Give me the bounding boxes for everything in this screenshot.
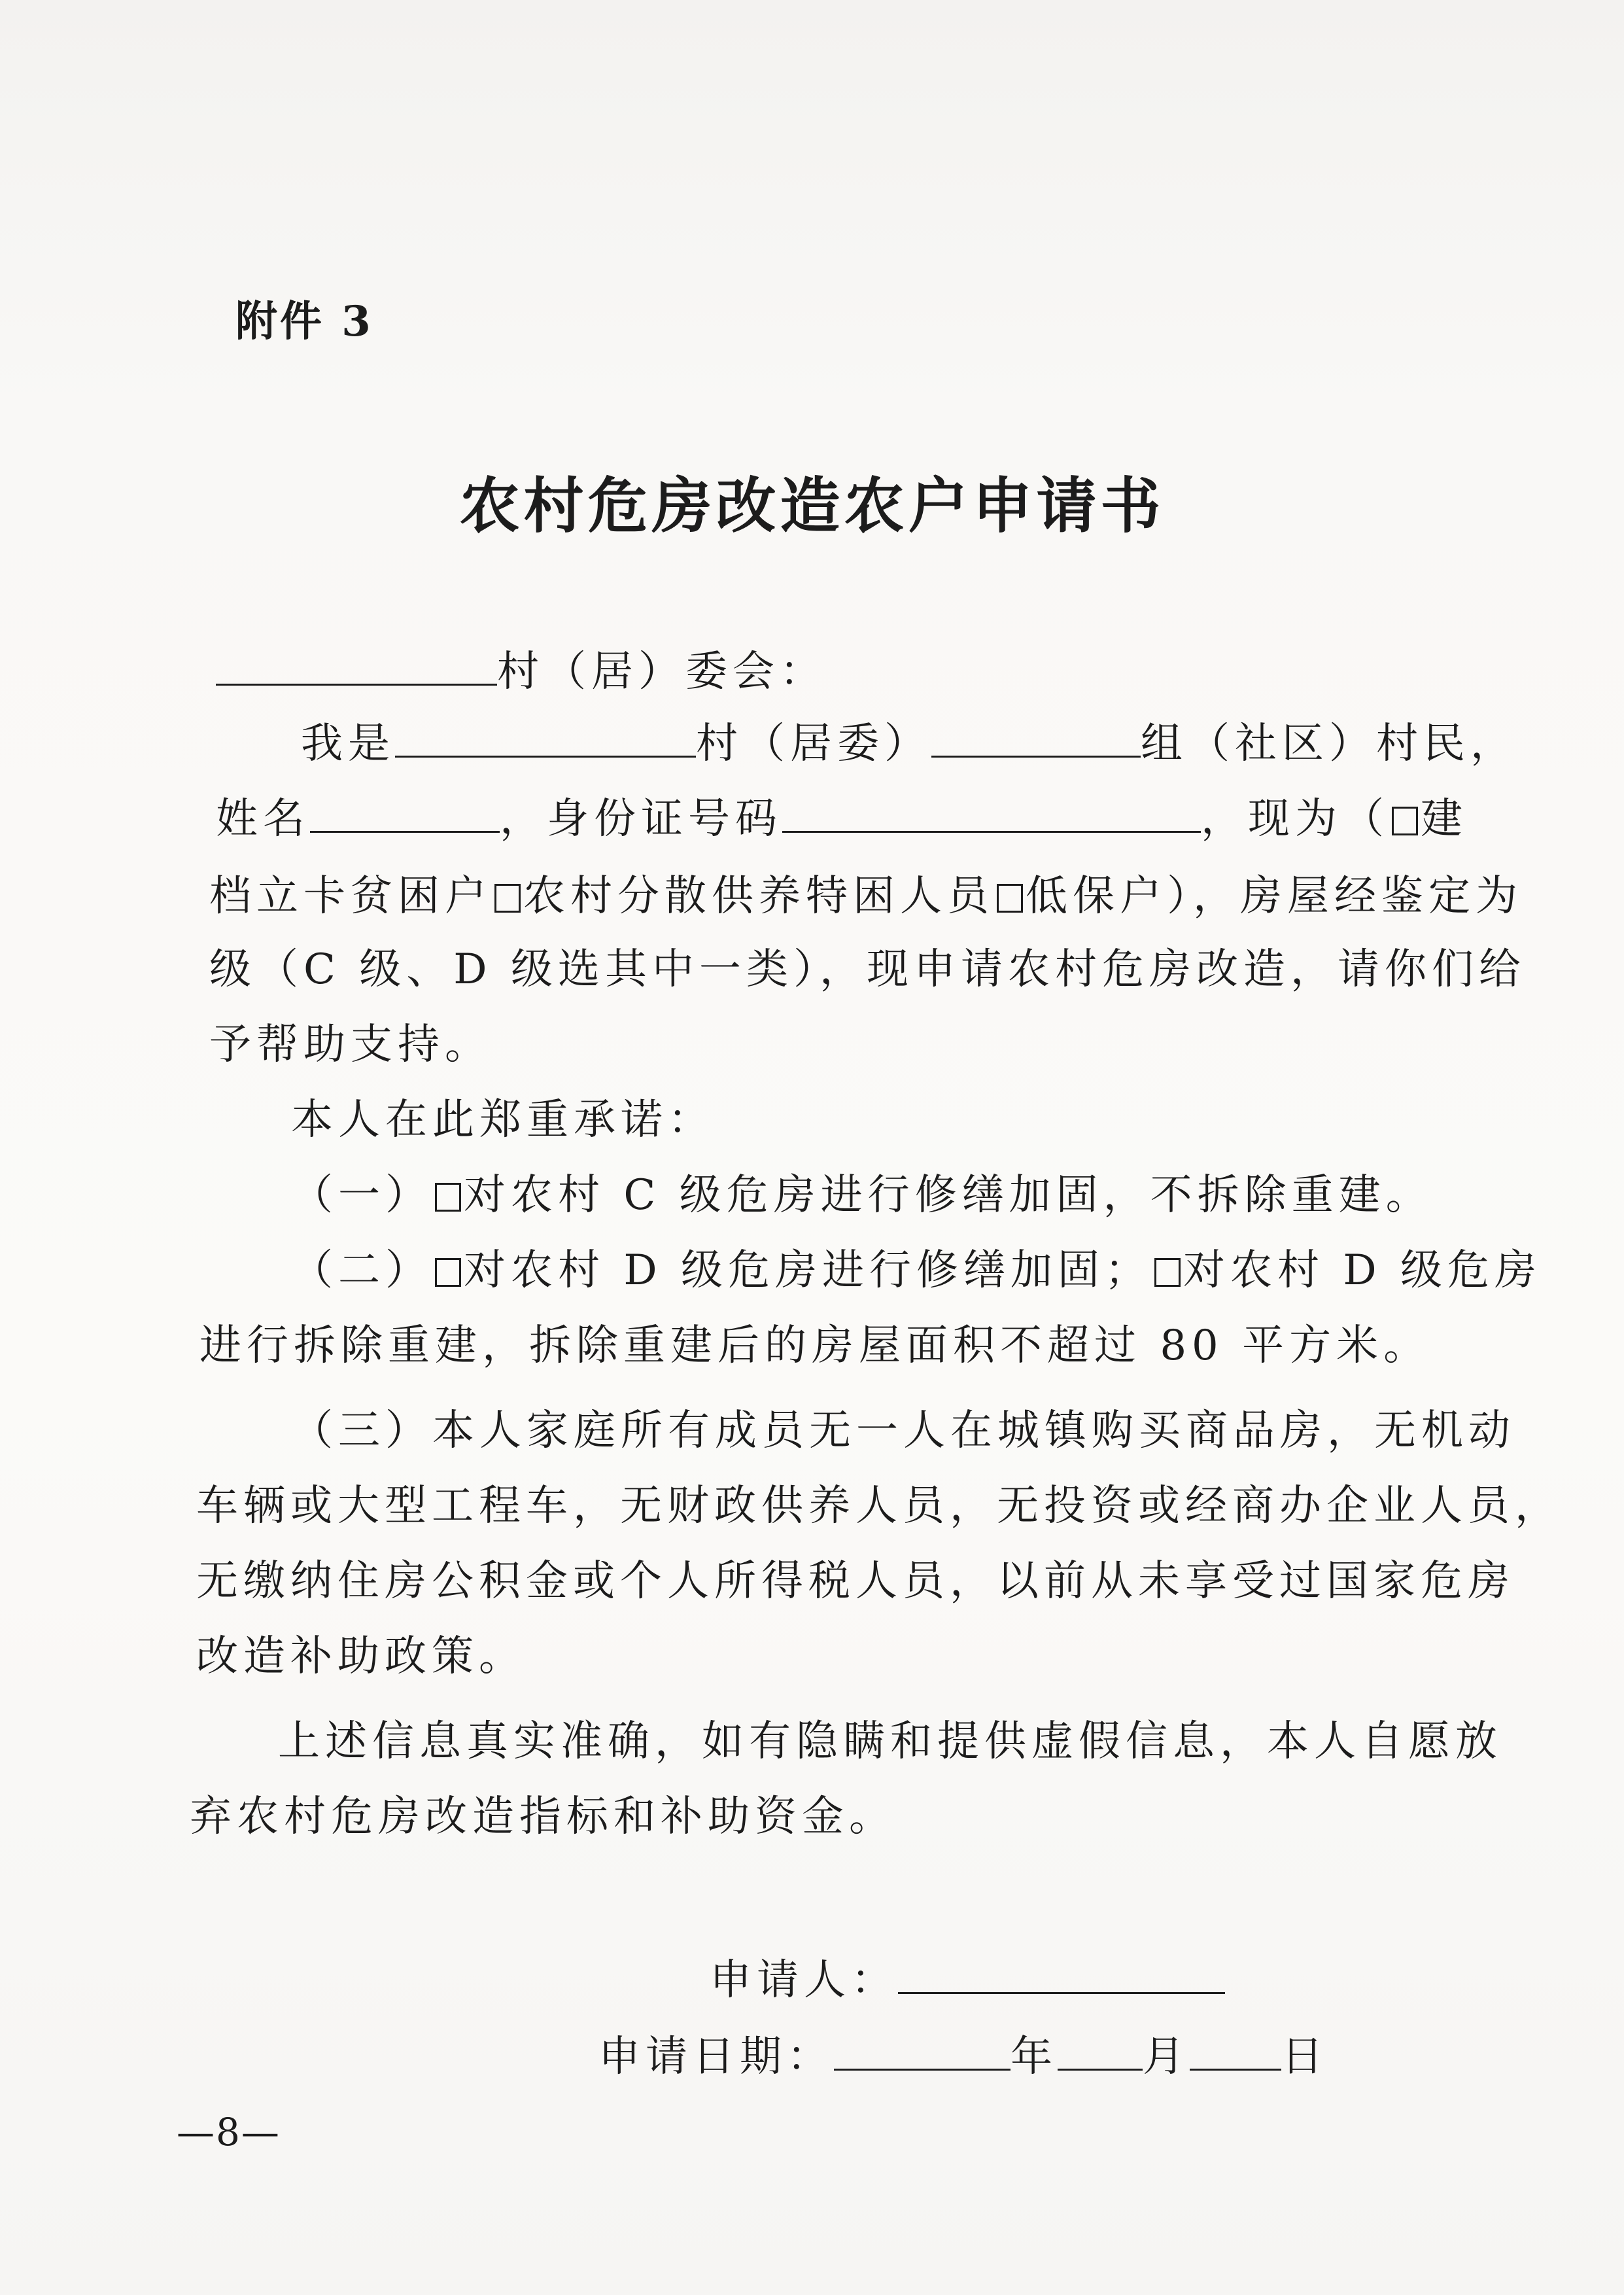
pledge-item-3-line-2: 车辆或大型工程车，无财政供养人员，无投资或经商办企业人员， [196,1482,1562,1530]
applicant-signature-blank[interactable] [898,1957,1225,1994]
special-hardship-checkbox[interactable] [494,884,521,913]
village-committee-blank[interactable] [216,648,497,686]
village-blank[interactable] [395,720,696,758]
year-blank[interactable] [834,2033,1011,2071]
rebuild-d-level-checkbox[interactable] [1154,1258,1181,1287]
attachment-label: 附件 3 [235,297,373,346]
pledge-item-2: （二） 对农村 D 级危房进行修缮加固； 对农村 D 级危房 [291,1246,1542,1295]
level-line: 级（C 级、D 级选其中一类），现申请农村危房改造，请你们给 [209,945,1526,994]
repair-c-level-checkbox[interactable] [435,1183,461,1212]
pledge-item-3-line-4: 改造补助政策。 [196,1632,526,1681]
pledge-item-3-line-1: （三）本人家庭所有成员无一人在城镇购买商品房，无机动 [291,1407,1515,1455]
addressee-line: 村（居）委会： [216,638,827,698]
application-date-line: 申请日期： 年 月 日 [598,2033,1328,2081]
page-number: —8— [177,2110,281,2154]
pledge-item-2-cont: 进行拆除重建，拆除重建后的房屋面积不超过 80 平方米。 [199,1322,1431,1370]
group-blank[interactable] [931,720,1141,758]
repair-d-level-checkbox[interactable] [435,1258,461,1287]
intro-line: 我是 村（居委） 组（社区）村民， [301,720,1517,768]
statement-line-1: 上述信息真实准确，如有隐瞒和提供虚假信息，本人自愿放 [278,1717,1502,1766]
pledge-item-1: （一） 对农村 C 级危房进行修缮加固，不拆除重建。 [291,1171,1433,1219]
poverty-household-checkbox[interactable] [1392,807,1418,835]
status-line: 档立卡贫困户 农村分散供养特困人员 低保户），房屋经鉴定为 [209,872,1523,920]
day-blank[interactable] [1190,2033,1281,2071]
statement-line-2: 弃农村危房改造指标和补助资金。 [190,1793,896,1841]
pledge-item-3-line-3: 无缴纳住房公积金或个人所得税人员，以前从未享受过国家危房 [196,1557,1515,1605]
name-blank[interactable] [310,796,500,833]
id-number-blank[interactable] [782,796,1201,833]
help-line: 予帮助支持。 [209,1021,492,1069]
applicant-line: 申请人： [710,1946,1225,2006]
name-id-line: 姓名 ，身份证号码 ，现为（ 建 [216,795,1468,843]
pledge-intro: 本人在此郑重承诺： [291,1096,715,1144]
document-title: 农村危房改造农户申请书 [459,470,1165,541]
low-income-checkbox[interactable] [997,884,1023,913]
month-blank[interactable] [1058,2033,1143,2071]
